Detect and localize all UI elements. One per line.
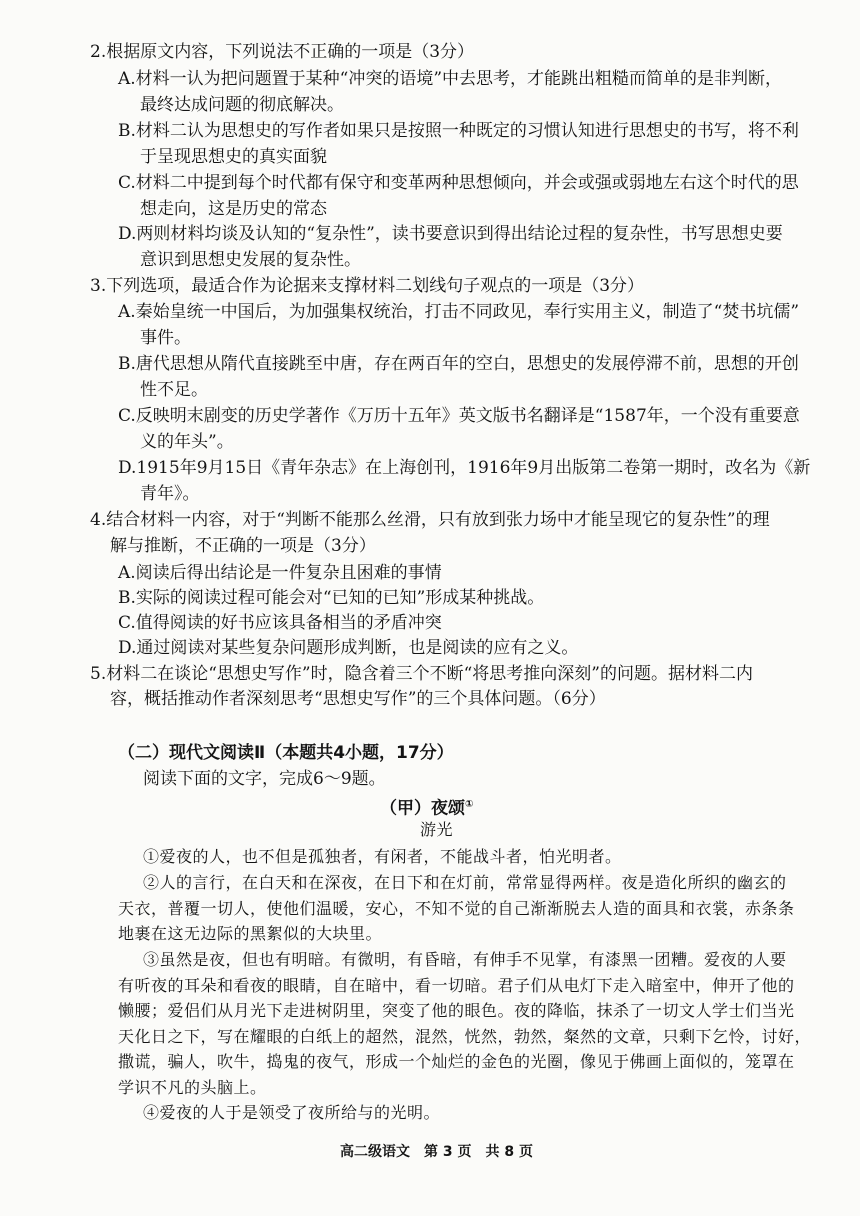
question-3-option-d: D.1915年9月15日《青年杂志》在上海创刊，1916年9月出版第二卷第一期时，改名为《新 [118,458,811,478]
question-2-option-d-cont: 意识到思想史发展的复杂性。 [140,250,361,270]
question-2-stem: 2.根据原文内容，下列说法不正确的一项是（3分） [90,42,475,62]
footnote-marker: ① [465,799,474,810]
question-2-option-b: B.材料二认为思想史的写作者如果只是按照一种既定的习惯认知进行思想史的书写，将不利 [118,121,799,141]
passage-paragraph-1: ①爱夜的人，也不但是孤独者，有闲者，不能战斗者，怕光明者。 [143,847,622,866]
question-2-option-a: A.材料一认为把问题置于某种“冲突的语境”中去思考，才能跳出粗糙而简单的是非判断， [118,69,783,89]
passage-title-text: （甲）夜颂 [380,798,465,819]
section-heading: （二）现代文阅读Ⅱ（本题共4小题，17分） [118,743,454,763]
question-5-line-2: 容，概括推动作者深刻思考“思想史写作”的三个具体问题。（6分） [110,689,606,709]
passage-paragraph-3-line: 学识不凡的头脑上。 [118,1078,267,1097]
question-2-option-b-cont: 于呈现思想史的真实面貌 [140,147,327,167]
section-instruction: 阅读下面的文字，完成6～9题。 [143,769,386,789]
passage-author: 游光 [420,820,454,839]
question-4-stem: 4.结合材料一内容，对于“判断不能那么丝滑，只有放到张力场中才能呈现它的复杂性”的理 [90,510,770,530]
question-3-option-a: A.秦始皇统一中国后，为加强集权统治，打击不同政见，奉行实用主义，制造了“焚书坑儒” [118,302,800,322]
question-3-option-d-cont: 青年》。 [140,484,200,504]
question-4-option-a: A.阅读后得出结论是一件复杂且困难的事情 [118,563,442,583]
question-5-line-1: 5.材料二在谈论“思想史写作”时，隐含着三个不断“将思考推向深刻”的问题。据材料二内 [90,664,753,684]
question-4-option-d: D.通过阅读对某些复杂问题形成判断，也是阅读的应有之义。 [118,638,579,658]
question-4-option-c: C.值得阅读的好书应该具备相当的矛盾冲突 [118,613,442,633]
passage-paragraph-3: ③虽然是夜，但也有明暗。有微明，有昏暗，有伸手不见掌，有漆黑一团糟。爱夜的人要 [143,950,787,969]
question-2-option-c-cont: 想走向，这是历史的常态 [140,199,327,219]
question-2-option-c: C.材料二中提到每个时代都有保守和变革两种思想倾向，并会或强或弱地左右这个时代的思 [118,173,799,193]
question-2-option-a-cont: 最终达成问题的彻底解决。 [140,95,344,115]
passage-paragraph-4: ④爱夜的人于是领受了夜所给与的光明。 [143,1103,441,1122]
question-3-option-a-cont: 事件。 [140,328,191,348]
question-3-option-b-cont: 性不足。 [140,380,208,400]
question-3-option-c-cont: 义的年头”。 [140,432,234,452]
question-4-stem-cont: 解与推断，不正确的一项是（3分） [110,536,376,556]
passage-paragraph-3-line: 天化日之下，写在耀眼的白纸上的超然，混然，恍然，勃然，粲然的文章，只剩下乞怜，讨好， [118,1027,812,1046]
question-3-option-b: B.唐代思想从隋代直接跳至中唐，存在两百年的空白，思想史的发展停滞不前，思想的开创 [118,354,799,374]
page-footer: 高二级语文 第 3 页 共 8 页 [340,1144,533,1160]
question-3-option-c: C.反映明末剧变的历史学著作《万历十五年》英文版书名翻译是“1587年，一个没有重要意 [118,406,800,426]
passage-paragraph-3-line: 撒谎，骗人，吹牛，捣鬼的夜气，形成一个灿烂的金色的光圈，像见于佛画上面似的，笼罩在 [118,1052,795,1071]
passage-paragraph-2-line: 地裹在这无边际的黑絮似的大块里。 [118,924,383,943]
passage-paragraph-3-line: 有听夜的耳朵和看夜的眼睛，自在暗中，看一切暗。君子们从电灯下走入暗室中，伸开了他的 [118,976,795,995]
passage-paragraph-2: ②人的言行，在白天和在深夜，在日下和在灯前，常常显得两样。夜是造化所织的幽玄的 [143,873,787,892]
passage-title [380,793,473,821]
question-3-stem: 3.下列选项，最适合作为论据来支撑材料二划线句子观点的一项是（3分） [90,276,645,296]
question-2-option-d: D.两则材料均谈及认知的“复杂性”，读书要意识到得出结论过程的复杂性，书写思想史要 [118,224,783,244]
question-4-option-b: B.实际的阅读过程可能会对“已知的已知”形成某种挑战。 [118,588,545,608]
passage-paragraph-3-line: 懒腰；爱侣们从月光下走进树阴里，突变了他的眼色。夜的降临，抹杀了一切文人学士们当光 [118,1001,795,1020]
passage-paragraph-2-line: 天衣，普覆一切人，使他们温暖，安心，不知不觉的自己渐渐脱去人造的面具和衣裳，赤条条 [118,899,795,918]
